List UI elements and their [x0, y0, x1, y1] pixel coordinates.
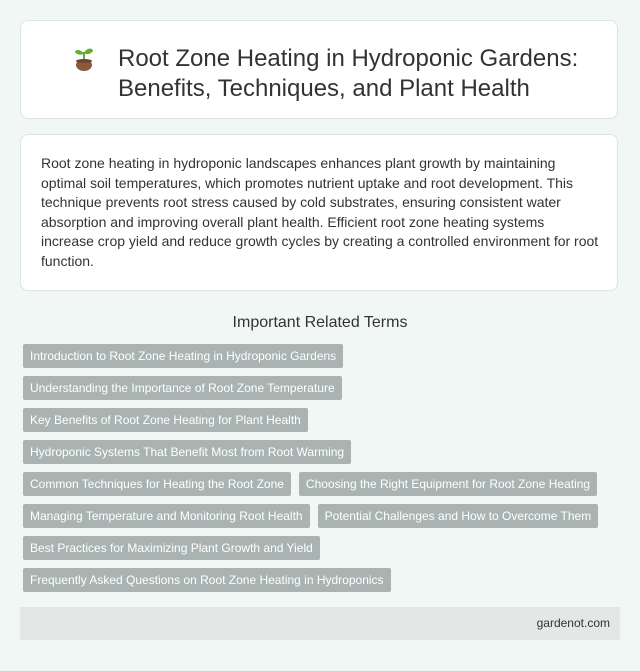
related-term-tag[interactable]: Common Techniques for Heating the Root Zone [23, 472, 291, 496]
related-term-tag[interactable]: Choosing the Right Equipment for Root Zone Heating [299, 472, 597, 496]
tag-row [23, 344, 623, 368]
sprout-icon [73, 46, 95, 72]
related-term-tag[interactable]: Understanding the Importance of Root Zone Temperature [23, 376, 342, 400]
footer-site-link[interactable]: gardenot.com [536, 616, 610, 630]
title-line-1: Root Zone Heating in Hydroponic Gardens: [118, 45, 579, 72]
related-term-tag[interactable]: Managing Temperature and Monitoring Root Health [23, 504, 310, 528]
related-terms-list [23, 344, 623, 600]
related-term-tag[interactable]: Hydroponic Systems That Benefit Most from Root Warming [23, 440, 351, 464]
related-term-tag[interactable]: Key Benefits of Root Zone Heating for Plant Health [23, 408, 308, 432]
related-term-tag[interactable]: Introduction to Root Zone Heating in Hydroponic Gardens [23, 344, 343, 368]
summary-text: Root zone heating in hydroponic landscapes enhances plant growth by maintaining optimal soil temperatures, which promotes nutrient uptake and root development. This technique prevents root stress caused by cold substrates, ensuring consistent water absorption and improving overall plant health. Efficient root zone heating systems increase crop yield and reduce growth cycles by creating a controlled environment for root function. [41, 155, 599, 269]
tag-row [23, 568, 623, 592]
page-title [118, 44, 598, 104]
tag-row [23, 440, 623, 464]
related-term-tag[interactable]: Potential Challenges and How to Overcome Them [318, 504, 599, 528]
footer [20, 607, 620, 640]
tag-row [23, 536, 623, 560]
tag-row [23, 472, 623, 496]
related-terms-heading: Important Related Terms [232, 314, 408, 331]
title-line-2: Benefits, Techniques, and Plant Health [118, 75, 530, 102]
tag-row [23, 376, 623, 400]
related-term-tag[interactable]: Frequently Asked Questions on Root Zone Heating in Hydroponics [23, 568, 391, 592]
tag-row [23, 504, 623, 528]
tag-row [23, 408, 623, 432]
related-term-tag[interactable]: Best Practices for Maximizing Plant Growth and Yield [23, 536, 320, 560]
